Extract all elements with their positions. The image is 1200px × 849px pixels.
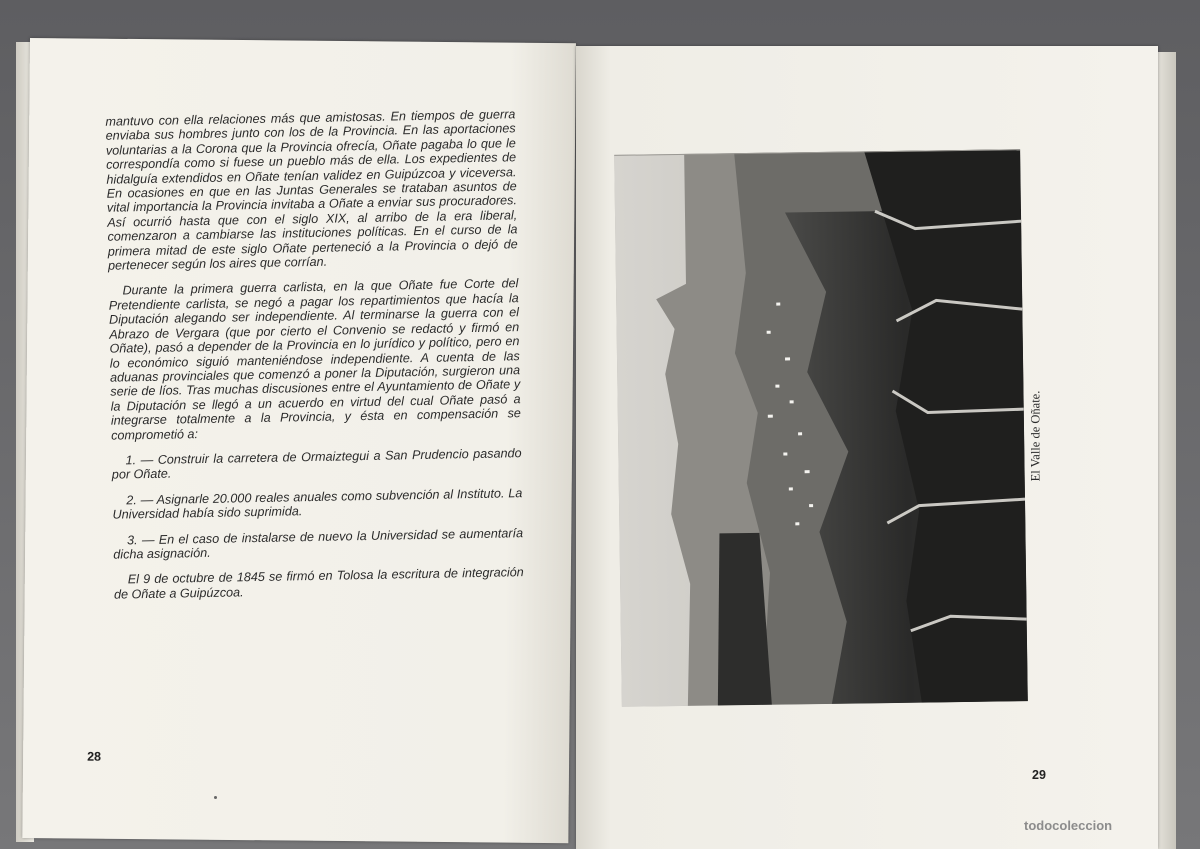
photo-caption: El Valle de Oñate. — [1028, 390, 1043, 482]
page-number-left: 28 — [87, 749, 102, 764]
valley-photograph — [614, 149, 1028, 707]
page-number-right: 29 — [1032, 768, 1046, 782]
list-item-2: 2. — Asignarle 20.000 reales anuales como subvención al Instituto. La Universidad había sido suprimida. — [112, 485, 523, 522]
paragraph-2: Durante la primera guerra carlista, en la que Oñate fue Corte del Pretendiente carlista, se negó a pagar los repartimientos que hacía la Diputación alegando ser independiente. Al terminarse la guerra con el Abrazo de Vergara (que por cierto el Convenio se redactó y firmó en Oñate), pasó a depender de la Provincia en lo jurídico y político, pero en lo económico siguió manteniéndose independiente. A cuenta de las aduanas provinciales que comenzó a poner la Diputación, surgieron una serie de líos. Tras muchas discusiones entre el Ayuntamiento de Oñate y la Diputación se llegó a un acuerdo en virtud del cual Oñate pasó a integrarse totalmente a la Provincia, y ésta en compensación se comprometió a: — [108, 276, 521, 443]
left-page — [22, 38, 576, 843]
watermark-logo — [1024, 818, 1112, 833]
watermark-text: todocoleccion — [1024, 818, 1113, 833]
paper-speck — [214, 796, 217, 799]
valley-photo-drawing — [614, 149, 1028, 707]
paragraph-1: mantuvo con ella relaciones más que amistosas. En tiempos de guerra enviaba sus hombres junto con los de la Provincia. En las aportaciones voluntarias a la Corona que la Provincia ofrecía, Oñate pagaba lo que le correspondía como si fuese un pueblo más de ella. Los expedientes de hidalguía extendidos en Oñate tenían validez en Guipúzcoa y viceversa. En ocasiones en que en las Juntas Generales se trataban asuntos de vital importancia la Provincia invitaba a Oñate a enviar sus procuradores. Así ocurrió hasta que con el siglo XIX, al arribo de la era liberal, comenzaron a cambiarse las instituciones políticas. En el curso de la primera mitad de este siglo Oñate perteneció a la Provincia o dejó de pertenecer según los aires que corrían. — [105, 107, 518, 273]
open-book — [8, 26, 1192, 849]
list-item-1: 1. — Construir la carretera de Ormaiztegui a San Prudencio pasando por Oñate. — [111, 446, 522, 483]
list-item-3: 3. — En el caso de instalarse de nuevo la Universidad se aumentaría dicha asignación. — [113, 525, 524, 562]
paragraph-final: El 9 de octubre de 1845 se firmó en Tolosa la escritura de integración de Oñate a Guipúzcoa. — [113, 565, 524, 602]
left-page-body-text — [105, 107, 524, 613]
photo-caption-area — [1024, 336, 1048, 536]
right-page — [576, 46, 1158, 849]
